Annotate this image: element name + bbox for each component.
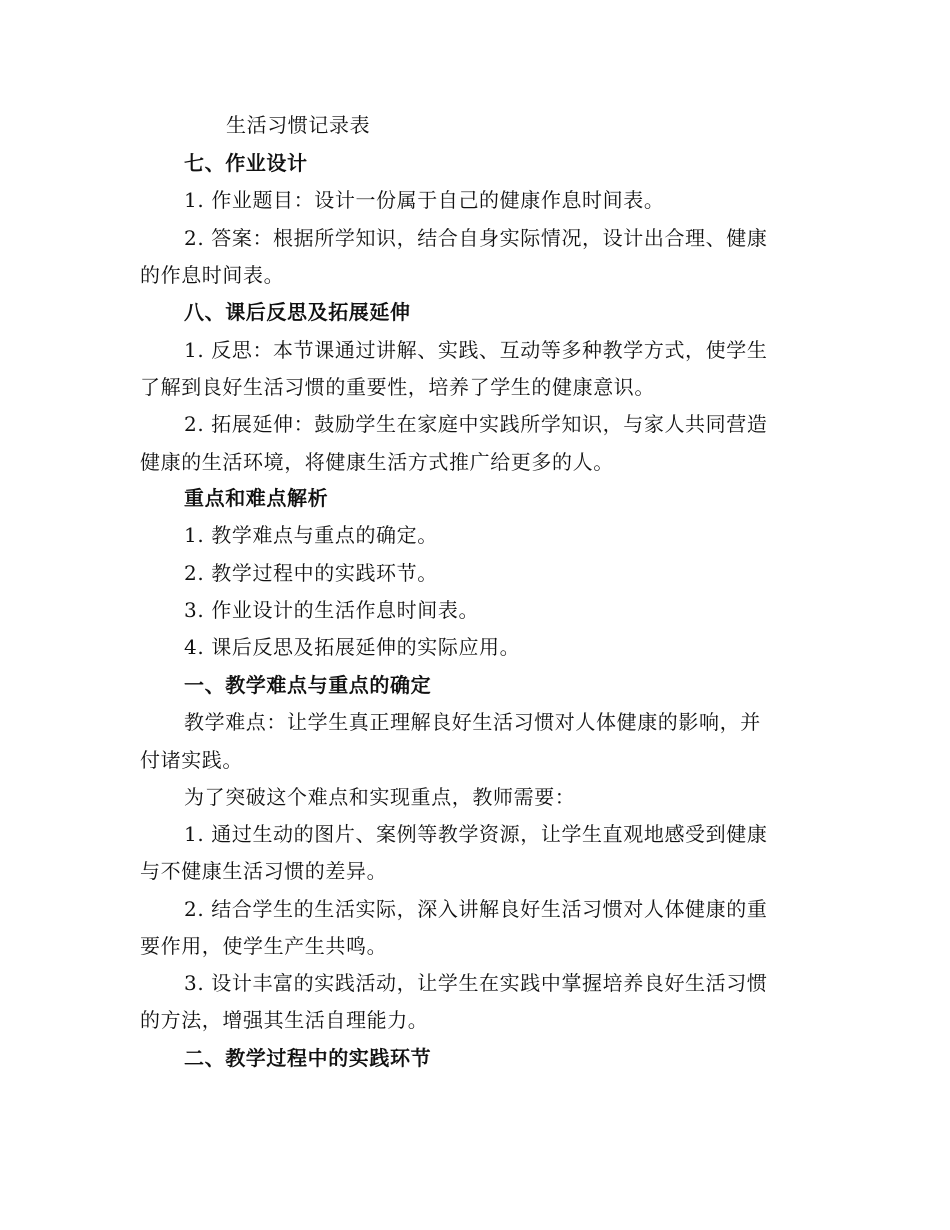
paragraph-line: 的方法，增强其生活自理能力。 [140,1008,429,1032]
list-item: 4. 课后反思及拓展延伸的实际应用。 [184,635,521,659]
section-heading: 二、教学过程中的实践环节 [184,1046,432,1070]
paragraph-line: 1. 通过生动的图片、案例等教学资源，让学生直观地感受到健康 [184,822,768,846]
paragraph-line: 1. 作业题目：设计一份属于自己的健康作息时间表。 [184,188,665,212]
table-caption: 生活习惯记录表 [226,113,371,137]
paragraph-line: 教学难点：让学生真正理解良好生活习惯对人体健康的影响，并 [184,710,761,734]
paragraph-line: 健康的生活环境，将健康生活方式推广给更多的人。 [140,450,614,474]
paragraph-line: 为了突破这个难点和实现重点，教师需要： [184,785,576,809]
paragraph-line: 与不健康生活习惯的差异。 [140,859,388,883]
paragraph-line: 付诸实践。 [140,748,243,772]
paragraph-line: 了解到良好生活习惯的重要性，培养了学生的健康意识。 [140,375,655,399]
section-heading: 八、课后反思及拓展延伸 [184,300,411,324]
list-item: 3. 作业设计的生活作息时间表。 [184,598,480,622]
paragraph-line: 2. 拓展延伸：鼓励学生在家庭中实践所学知识，与家人共同营造 [184,412,768,436]
paragraph-line: 1. 反思：本节课通过讲解、实践、互动等多种教学方式，使学生 [184,338,768,362]
paragraph-line: 的作息时间表。 [140,263,285,287]
paragraph-line: 2. 结合学生的生活实际，深入讲解良好生活习惯对人体健康的重 [184,897,768,921]
section-heading: 一、教学难点与重点的确定 [184,673,432,697]
paragraph-line: 2. 答案：根据所学知识，结合自身实际情况，设计出合理、健康 [184,226,768,250]
section-heading: 重点和难点解析 [184,486,329,510]
paragraph-line: 3. 设计丰富的实践活动，让学生在实践中掌握培养良好生活习惯 [184,971,768,995]
paragraph-line: 要作用，使学生产生共鸣。 [140,934,388,958]
list-item: 2. 教学过程中的实践环节。 [184,561,438,585]
section-heading: 七、作业设计 [184,151,308,175]
list-item: 1. 教学难点与重点的确定。 [184,523,438,547]
